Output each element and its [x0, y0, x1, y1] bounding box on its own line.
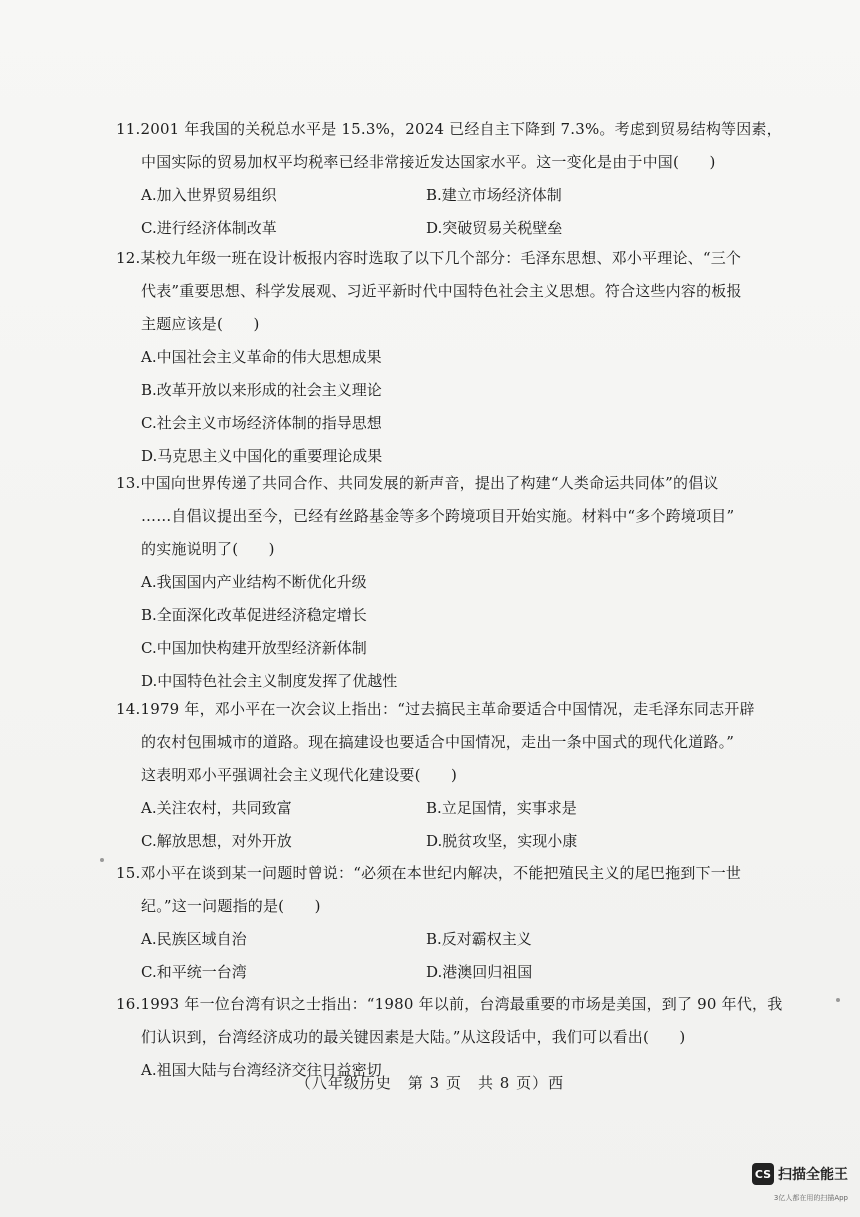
question-text: 13.中国向世界传递了共同合作、共同发展的新声音，提出了构建“人类命运共同体”的倡议 — [116, 474, 719, 492]
watermark-name: 扫描全能王 — [778, 1167, 848, 1183]
question-text: 主题应该是( ) — [141, 315, 260, 333]
option-b: B.立足国情，实事求是 — [426, 799, 577, 817]
option-b: B.改革开放以来形成的社会主义理论 — [141, 381, 382, 399]
option-d: D.突破贸易关税壁垒 — [426, 219, 563, 237]
option-d: D.脱贫攻坚，实现小康 — [426, 832, 578, 850]
question-text: 的实施说明了( ) — [141, 540, 275, 558]
question-text: 11.2001 年我国的关税总水平是 15.3%，2024 已经自主下降到 7.3%。考虑到贸易结构等因素， — [116, 120, 782, 138]
question-15 — [116, 857, 776, 989]
option-b: B.建立市场经济体制 — [426, 186, 562, 204]
question-13 — [116, 467, 776, 698]
watermark-subtitle: 3亿人都在用的扫描App — [773, 1194, 848, 1202]
question-text: 15.邓小平在谈到某一问题时曾说：“必须在本世纪内解决，不能把殖民主义的尾巴拖到下一世 — [116, 864, 742, 882]
option-c: C.和平统一台湾 — [141, 963, 247, 981]
scanner-watermark — [752, 1163, 848, 1185]
option-c: C.社会主义市场经济体制的指导思想 — [141, 414, 382, 432]
option-b: B.反对霸权主义 — [426, 930, 532, 948]
scan-speck — [836, 998, 840, 1002]
option-a: A.关注农村，共同致富 — [141, 799, 292, 817]
option-c: C.进行经济体制改革 — [141, 219, 277, 237]
option-a: A.我国国内产业结构不断优化升级 — [141, 573, 367, 591]
question-text: 们认识到，台湾经济成功的最关键因素是大陆。”从这段话中，我们可以看出( ) — [141, 1028, 686, 1046]
question-11 — [116, 113, 782, 245]
scan-speck — [100, 858, 104, 862]
option-c: C.中国加快构建开放型经济新体制 — [141, 639, 367, 657]
question-text: 纪。”这一问题指的是( ) — [141, 897, 321, 915]
option-b: B.全面深化改革促进经济稳定增长 — [141, 606, 367, 624]
option-d: D.中国特色社会主义制度发挥了优越性 — [141, 672, 398, 690]
question-text: 代表”重要思想、科学发展观、习近平新时代中国特色社会主义思想。符合这些内容的板报 — [141, 282, 742, 300]
question-text: 14.1979 年，邓小平在一次会议上指出：“过去搞民主革命要适合中国情况，走毛泽东同志开辟 — [116, 700, 755, 718]
question-text: 12.某校九年级一班在设计板报内容时选取了以下几个部分：毛泽东思想、邓小平理论、“三个 — [116, 249, 742, 267]
option-a: A.中国社会主义革命的伟大思想成果 — [141, 348, 382, 366]
question-text: 的农村包围城市的道路。现在搞建设也要适合中国情况，走出一条中国式的现代化道路。” — [141, 733, 735, 751]
question-text: 16.1993 年一位台湾有识之士指出：“1980 年以前，台湾最重要的市场是美国，到了 90 年代，我 — [116, 995, 783, 1013]
option-a: A.加入世界贸易组织 — [141, 186, 277, 204]
question-text: 中国实际的贸易加权平均税率已经非常接近发达国家水平。这一变化是由于中国( ) — [141, 153, 716, 171]
page-footer: （八年级历史 第 3 页 共 8 页）西 — [295, 1074, 565, 1092]
option-a: A.祖国大陆与台湾经济交往日益密切 — [141, 1061, 382, 1079]
question-text: 这表明邓小平强调社会主义现代化建设要( ) — [141, 766, 458, 784]
option-d: D.马克思主义中国化的重要理论成果 — [141, 447, 383, 465]
option-a: A.民族区域自治 — [141, 930, 247, 948]
option-d: D.港澳回归祖国 — [426, 963, 533, 981]
question-14 — [116, 693, 776, 858]
camscanner-logo-icon: CS — [752, 1163, 774, 1185]
option-c: C.解放思想，对外开放 — [141, 832, 292, 850]
question-text: ……自倡议提出至今，已经有丝路基金等多个跨境项目开始实施。材料中“多个跨境项目” — [141, 507, 735, 525]
question-12 — [116, 242, 776, 473]
